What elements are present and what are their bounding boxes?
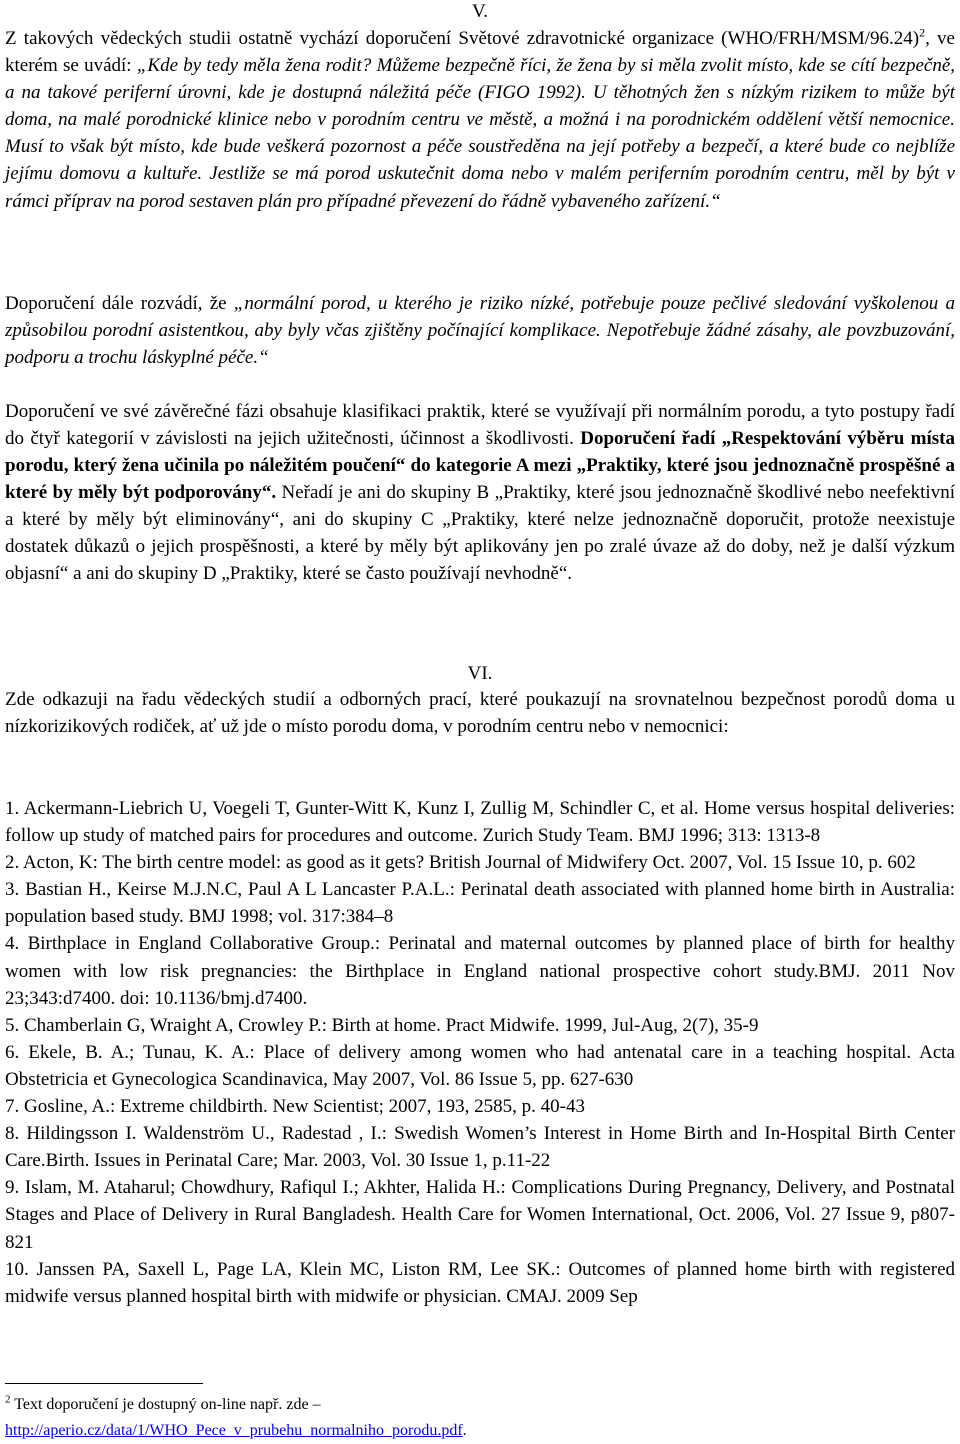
paragraph-text: Doporučení ve své závěrečné fázi obsahuje klasifikaci praktik, které se využívají při normálním porodu, a tyto postupy řadí do čtyř kategorií v závislosti na jejich užitečnosti, účinnost a škodlivosti. bbox=[5, 401, 955, 449]
paragraph-classification bbox=[5, 398, 955, 587]
footnote-period: . bbox=[462, 1422, 467, 1439]
footnote-separator bbox=[5, 1383, 203, 1384]
reference-item: 10. Janssen PA, Saxell L, Page LA, Klein MC, Liston RM, Lee SK.: Outcomes of planned home birth with registered midwife versus planned hospital birth with midwife or physician. CMAJ. 2009 Sep bbox=[5, 1258, 955, 1307]
reference-item: 2. Acton, K: The birth centre model: as good as it gets? British Journal of Midwifery Oct. 2007, Vol. 15 Issue 10, p. 602 bbox=[5, 852, 916, 874]
section-heading-v: V. bbox=[471, 1, 489, 22]
paragraph-text: Z takových vědeckých studii ostatně vychází doporučení Světové zdravotnické organizace (WHO/FRH/MSM/96.24) bbox=[5, 28, 920, 49]
paragraph-normal-birth bbox=[5, 290, 955, 371]
footnote-text: Text doporučení je dostupný on-line např. zde – bbox=[10, 1396, 321, 1413]
paragraph-studies-intro: Zde odkazuji na řadu vědeckých studií a odborných prací, které poukazují na srovnatelnou bezpečnost porodů doma u nízkorizikových rodiček, ať už jde o místo porodu doma, v porodním centru nebo v nemocnici: bbox=[5, 689, 955, 737]
reference-item: 7. Gosline, A.: Extreme childbirth. New Scientist; 2007, 193, 2585, p. 40-43 bbox=[5, 1096, 585, 1118]
reference-item: 5. Chamberlain G, Wraight A, Crowley P.: Birth at home. Pract Midwife. 1999, Jul-Aug, 2(7), 35-9 bbox=[5, 1014, 759, 1036]
italic-quote: „Kde by tedy měla žena rodit? Můžeme bezpečně říci, že žena by si měla zvolit místo, kde se cítí bezpečně, a na takové periferní úrovni, kde je dostupná náležitá péče (FIGO 1992). U těhotných žen s nízkým rizikem to může být doma, na malé porodnické klinice nebo v porodním centru ve městě, a možná i na porodnickém oddělení větší nemocnice. Musí to však být místo, kde bude veškerá pozornost a péče soustředěna na její potřeby a bezpečí, a které bude co nejblíže jejímu domovu a kultuře. Jestliže se má porod uskutečnit doma nebo v malém periferním porodním centru, měl by být v rámci příprav na porod sestaven plán pro případné převezení do řádně vybaveného zařízení.“ bbox=[5, 55, 955, 212]
paragraph-text: Neřadí je ani do skupiny B „Praktiky, které jsou jednoznačně škodlivé nebo neefektivní a které by měly být eliminovány“, ani do skupiny C „Praktiky, které nelze jednoznačně doporučit, protože neexistuje dostatek důkazů o jejich prospěšnosti, a které by měly být aplikovány jen po zralé úvaze až do doby, než je další výzkum objasní“ a ani do skupiny D „Praktiky, které se často používají nevhodně“. bbox=[5, 482, 955, 584]
italic-quote: „normální porod, u kterého je riziko nízké, potřebuje pouze pečlivé sledování vyškolenou a způsobilou porodní asistentkou, aby byly včas zjištěny počínající komplikace. Nepotřebuje žádné zásahy, ale povzbuzování, podporu a trochu láskyplné péče.“ bbox=[5, 293, 955, 368]
footnote bbox=[5, 1392, 955, 1444]
reference-item: 1. Ackermann-Liebrich U, Voegeli T, Gunter-Witt K, Kunz I, Zullig M, Schindler C, et al. Home versus hospital deliveries: follow up study of matched pairs for procedures and outcome. Zurich Study Team. BMJ 1996; 313: 1313-8 bbox=[5, 798, 955, 847]
reference-item: 9. Islam, M. Ataharul; Chowdhury, Rafiqul I.; Akhter, Halida H.: Complications During Pregnancy, Delivery, and Postnatal Stages and Place of Delivery in Rural Bangladesh. Health Care for Women International, Oct. 2006, Vol. 27 Issue 9, p807-821 bbox=[5, 1177, 955, 1253]
reference-item: 6. Ekele, B. A.; Tunau, K. A.: Place of delivery among women who had antenatal care in a teaching hospital. Acta Obstetricia et Gynecologica Scandinavica, May 2007, Vol. 86 Issue 5, pp. 627-630 bbox=[5, 1041, 955, 1090]
section-heading-vi: VI. bbox=[467, 663, 493, 684]
footnote-link[interactable]: http://aperio.cz/data/1/WHO_Pece_v_prubehu_normalniho_porodu.pdf bbox=[5, 1422, 463, 1439]
footnote-number: 2 bbox=[5, 1393, 11, 1406]
bold-statement: Doporučení řadí „Respektování výběru místa porodu, který žena učinila po náležitém poučení“ do kategorie A mezi „Praktiky, které jsou jednoznačně prospěšné a které by měly být podporovány“. bbox=[5, 428, 955, 503]
paragraph-text: Doporučení dále rozvádí, že bbox=[5, 293, 234, 314]
paragraph-who-recommendation bbox=[5, 25, 955, 215]
footnote-reference[interactable]: 2 bbox=[919, 25, 926, 40]
reference-list bbox=[5, 795, 955, 1310]
reference-item: 8. Hildingsson I. Waldenström U., Radestad , I.: Swedish Women’s Interest in Home Birth and In-Hospital Birth Center Care.Birth. Issues in Perinatal Care; Mar. 2003, Vol. 30 Issue 1, p.11-22 bbox=[5, 1123, 955, 1172]
paragraph-text: , ve kterém se uvádí: bbox=[5, 28, 955, 77]
reference-item: 3. Bastian H., Keirse M.J.N.C, Paul A L Lancaster P.A.L.: Perinatal death associated with planned home birth in Australia: population based study. BMJ 1998; vol. 317:384–8 bbox=[5, 879, 955, 928]
reference-item: 4. Birthplace in England Collaborative Group.: Perinatal and maternal outcomes by planned place of birth for healthy women with low risk pregnancies: the Birthplace in England national prospective cohort study.BMJ. 2011 Nov 23;343:d7400. doi: 10.1136/bmj.d7400. bbox=[5, 933, 955, 1009]
